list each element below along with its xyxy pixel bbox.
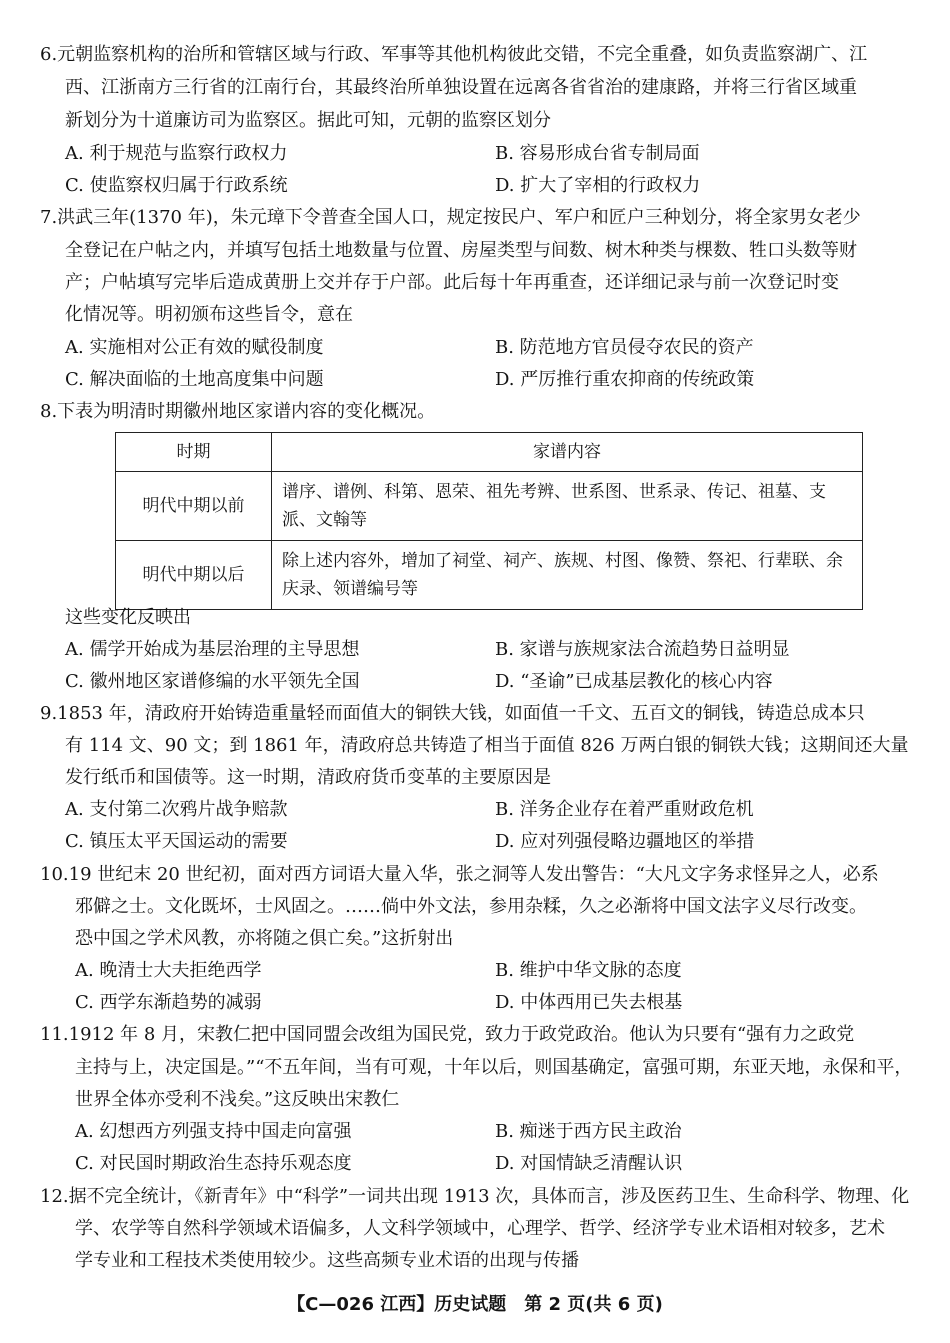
q10-option-d: D. 中体西用已失去根基 [495, 992, 683, 1013]
q9-option-c: C. 镇压太平天国运动的需要 [65, 831, 288, 852]
q6-option-c: C. 使监察权归属于行政系统 [65, 175, 288, 196]
table-header-row [116, 433, 863, 472]
table-cell-period: 明代中期以前 [116, 472, 272, 541]
q7-option-b: B. 防范地方官员侵夺农民的资产 [495, 337, 754, 358]
page-footer: 【C—026 江西】历史试题 第 2 页(共 6 页) [287, 1294, 663, 1315]
q11-line-3: 世界全体亦受利不浅矣。”这反映出宋教仁 [75, 1089, 400, 1110]
q8-option-a: A. 儒学开始成为基层治理的主导思想 [65, 639, 360, 660]
q10-line-2: 邪僻之士。文化既坏，士风固之。……倘中外文法，参用杂糅，久之必渐将中国文法字义尽行改变。 [75, 896, 867, 917]
q9-line-3: 发行纸币和国债等。这一时期，清政府货币变革的主要原因是 [65, 767, 551, 788]
q10-line-1: 10.19 世纪末 20 世纪初，面对西方词语大量入华，张之洞等人发出警告：“大凡文字务求怪异之人，必系 [40, 864, 879, 885]
q12-line-1: 12.据不完全统计，《新青年》中“科学”一词共出现 1913 次，具体而言，涉及医药卫生、生命科学、物理、化 [40, 1186, 910, 1207]
q8-option-c: C. 徽州地区家谱修编的水平领先全国 [65, 671, 360, 692]
q9-option-d: D. 应对列强侵略边疆地区的举措 [495, 831, 755, 852]
q12-line-3: 学专业和工程技术类使用较少。这些高频专业术语的出现与传播 [75, 1250, 579, 1271]
q12-line-2: 学、农学等自然科学领域术语偏多，人文科学领域中，心理学、哲学、经济学专业术语相对较多，艺术 [75, 1218, 885, 1239]
q8-intro: 8.下表为明清时期徽州地区家谱内容的变化概况。 [40, 401, 436, 422]
q11-line-1: 11.1912 年 8 月，宋教仁把中国同盟会改组为国民党，致力于政党政治。他认为只要有“强有力之政党 [40, 1024, 855, 1045]
table-row [116, 541, 863, 610]
table-header-period: 时期 [116, 433, 272, 472]
table-header-content: 家谱内容 [272, 433, 863, 472]
q10-option-a: A. 晚清士大夫拒绝西学 [75, 960, 262, 981]
q9-option-a: A. 支付第二次鸦片战争赔款 [65, 799, 288, 820]
q6-option-b: B. 容易形成台省专制局面 [495, 143, 700, 164]
q9-line-2: 有 114 文、90 文；到 1861 年，清政府总共铸造了相当于面值 826 万两白银的铜铁大钱；这期间还大量 [65, 735, 909, 756]
q11-option-a: A. 幻想西方列强支持中国走向富强 [75, 1121, 352, 1142]
q9-line-1: 9.1853 年，清政府开始铸造重量轻而面值大的铜铁大钱，如面值一千文、五百文的铜钱，铸造总成本只 [40, 703, 865, 724]
q11-option-d: D. 对国情缺乏清醒认识 [495, 1153, 683, 1174]
genealogy-table [115, 432, 863, 610]
q10-option-c: C. 西学东渐趋势的减弱 [75, 992, 262, 1013]
q11-option-c: C. 对民国时期政治生态持乐观态度 [75, 1153, 352, 1174]
q10-line-3: 恐中国之学术风教，亦将随之俱亡矣。”这折射出 [75, 928, 454, 949]
q6-option-d: D. 扩大了宰相的行政权力 [495, 175, 701, 196]
q10-option-b: B. 维护中华文脉的态度 [495, 960, 682, 981]
q7-option-d: D. 严厉推行重农抑商的传统政策 [495, 369, 755, 390]
q7-line-4: 化情况等。明初颁布这些旨令，意在 [65, 304, 353, 325]
q7-line-3: 产；户帖填写完毕后造成黄册上交并存于户部。此后每十年再重查，还详细记录与前一次登记时变 [65, 272, 839, 293]
q8-option-d: D. “圣谕”已成基层教化的核心内容 [495, 671, 773, 692]
q7-line-1: 7.洪武三年(1370 年)，朱元璋下令普查全国人口，规定按民户、军户和匠户三种划分，将全家男女老少 [40, 207, 861, 228]
q8-stem: 这些变化反映出 [65, 607, 191, 628]
q7-option-a: A. 实施相对公正有效的赋役制度 [65, 337, 324, 358]
q9-option-b: B. 洋务企业存在着严重财政危机 [495, 799, 754, 820]
table-cell-content: 除上述内容外，增加了祠堂、祠产、族规、村图、像赞、祭祀、行辈联、余庆录、领谱编号等 [272, 541, 863, 610]
q7-line-2: 全登记在户帖之内，并填写包括土地数量与位置、房屋类型与间数、树木种类与棵数、牲口头数等财 [65, 240, 857, 261]
q6-option-a: A. 利于规范与监察行政权力 [65, 143, 288, 164]
table-cell-period: 明代中期以后 [116, 541, 272, 610]
q6-line-3: 新划分为十道廉访司为监察区。据此可知，元朝的监察区划分 [65, 110, 551, 131]
q11-option-b: B. 痴迷于西方民主政治 [495, 1121, 682, 1142]
table-row [116, 472, 863, 541]
q8-option-b: B. 家谱与族规家法合流趋势日益明显 [495, 639, 790, 660]
q7-option-c: C. 解决面临的土地高度集中问题 [65, 369, 324, 390]
table-cell-content: 谱序、谱例、科第、恩荣、祖先考辨、世系图、世系录、传记、祖墓、支派、文翰等 [272, 472, 863, 541]
q6-line-1: 6.元朝监察机构的治所和管辖区域与行政、军事等其他机构彼此交错，不完全重叠，如负责监察湖广、江 [40, 44, 868, 65]
q11-line-2: 主持与上，决定国是。”“不五年间，当有可观，十年以后，则国基确定，富强可期，东亚天地，永保和平， [75, 1057, 913, 1078]
q6-line-2: 西、江浙南方三行省的江南行台，其最终治所单独设置在远离各省省治的建康路，并将三行省区域重 [65, 77, 857, 98]
